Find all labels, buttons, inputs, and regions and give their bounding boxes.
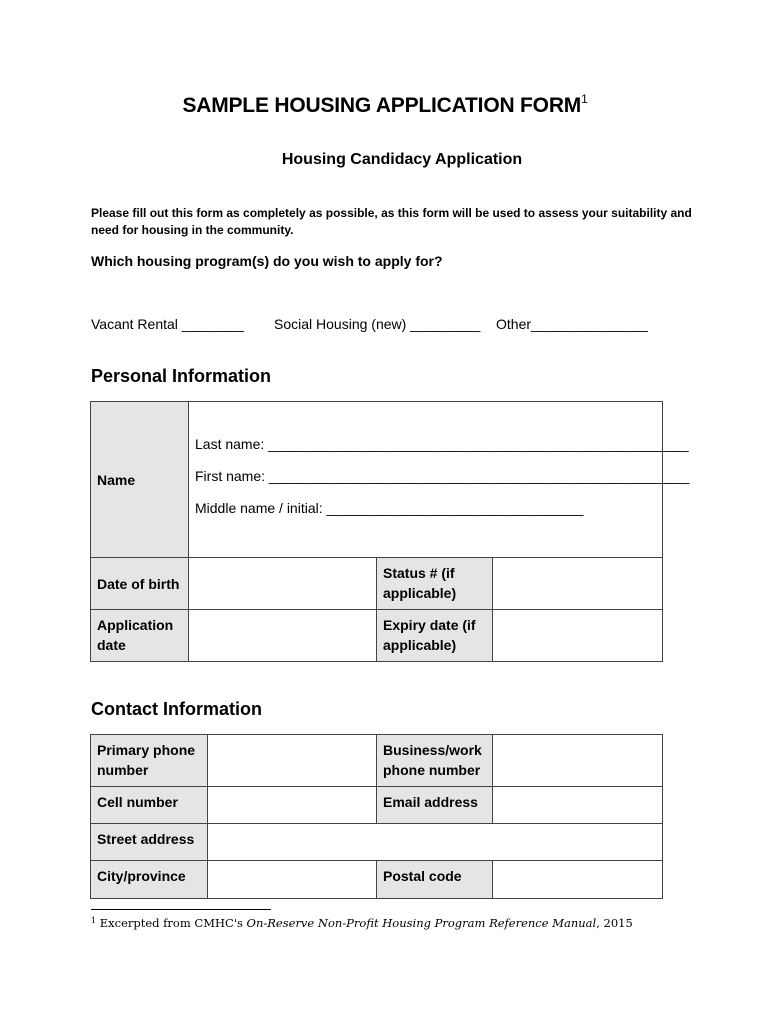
middle-name-field[interactable]: Middle name / initial: _________________________________ [195, 500, 584, 516]
first-name-field[interactable]: First name: ______________________________________________________ [195, 468, 690, 484]
footnote-suffix: , 2015 [596, 916, 633, 930]
form-title-text: SAMPLE HOUSING APPLICATION FORM [182, 94, 582, 117]
postal-code-label: Postal code [377, 861, 493, 899]
last-name-field[interactable]: Last name: ______________________________________________________ [195, 436, 689, 452]
name-fields-cell [189, 402, 690, 558]
city-province-label: City/province [91, 861, 208, 899]
form-title [0, 92, 770, 118]
option-vacant-rental[interactable]: Vacant Rental ________ [91, 316, 245, 332]
email-label: Email address [377, 787, 493, 824]
email-input[interactable] [493, 787, 663, 824]
cell-number-label: Cell number [91, 787, 208, 824]
option-social-housing[interactable]: Social Housing (new) _________ [274, 316, 481, 332]
postal-code-input[interactable] [493, 861, 663, 899]
dob-input[interactable] [189, 558, 377, 610]
city-province-input[interactable] [208, 861, 377, 899]
status-input[interactable] [493, 558, 663, 610]
footnote-number: 1 [91, 916, 97, 925]
option-other[interactable]: Other_______________ [496, 316, 648, 332]
intro-text: Please fill out this form as completely as possible, as this form will be used to assess your suitability and need for housing in the community. [91, 206, 692, 237]
dob-label: Date of birth [91, 558, 189, 610]
street-address-input[interactable] [208, 824, 663, 861]
footnote-marker: 1 [581, 92, 588, 106]
expiry-date-input[interactable] [493, 610, 663, 662]
primary-phone-label: Primary phone number [91, 735, 208, 787]
contact-info-heading: Contact Information [91, 699, 262, 719]
footnote-prefix: Excerpted from CMHC's [96, 916, 247, 930]
primary-phone-input[interactable] [208, 735, 377, 787]
cell-number-input[interactable] [208, 787, 377, 824]
footnote-source-title: On-Reserve Non-Profit Housing Program Reference Manual [246, 916, 597, 930]
street-address-label: Street address [91, 824, 208, 861]
name-label: Name [91, 402, 189, 558]
expiry-date-label: Expiry date (if applicable) [377, 610, 493, 662]
form-subtitle: Housing Candidacy Application [281, 151, 523, 168]
footnote [91, 916, 633, 930]
personal-info-heading: Personal Information [91, 366, 272, 386]
footnote-divider [91, 909, 271, 910]
personal-info-table [90, 401, 690, 662]
application-date-input[interactable] [189, 610, 377, 662]
business-phone-input[interactable] [493, 735, 663, 787]
program-question: Which housing program(s) do you wish to apply for? [91, 253, 443, 269]
status-label: Status # (if applicable) [377, 558, 493, 610]
contact-info-table [90, 734, 663, 899]
business-phone-label: Business/work phone number [377, 735, 493, 787]
application-date-label: Application date [91, 610, 189, 662]
